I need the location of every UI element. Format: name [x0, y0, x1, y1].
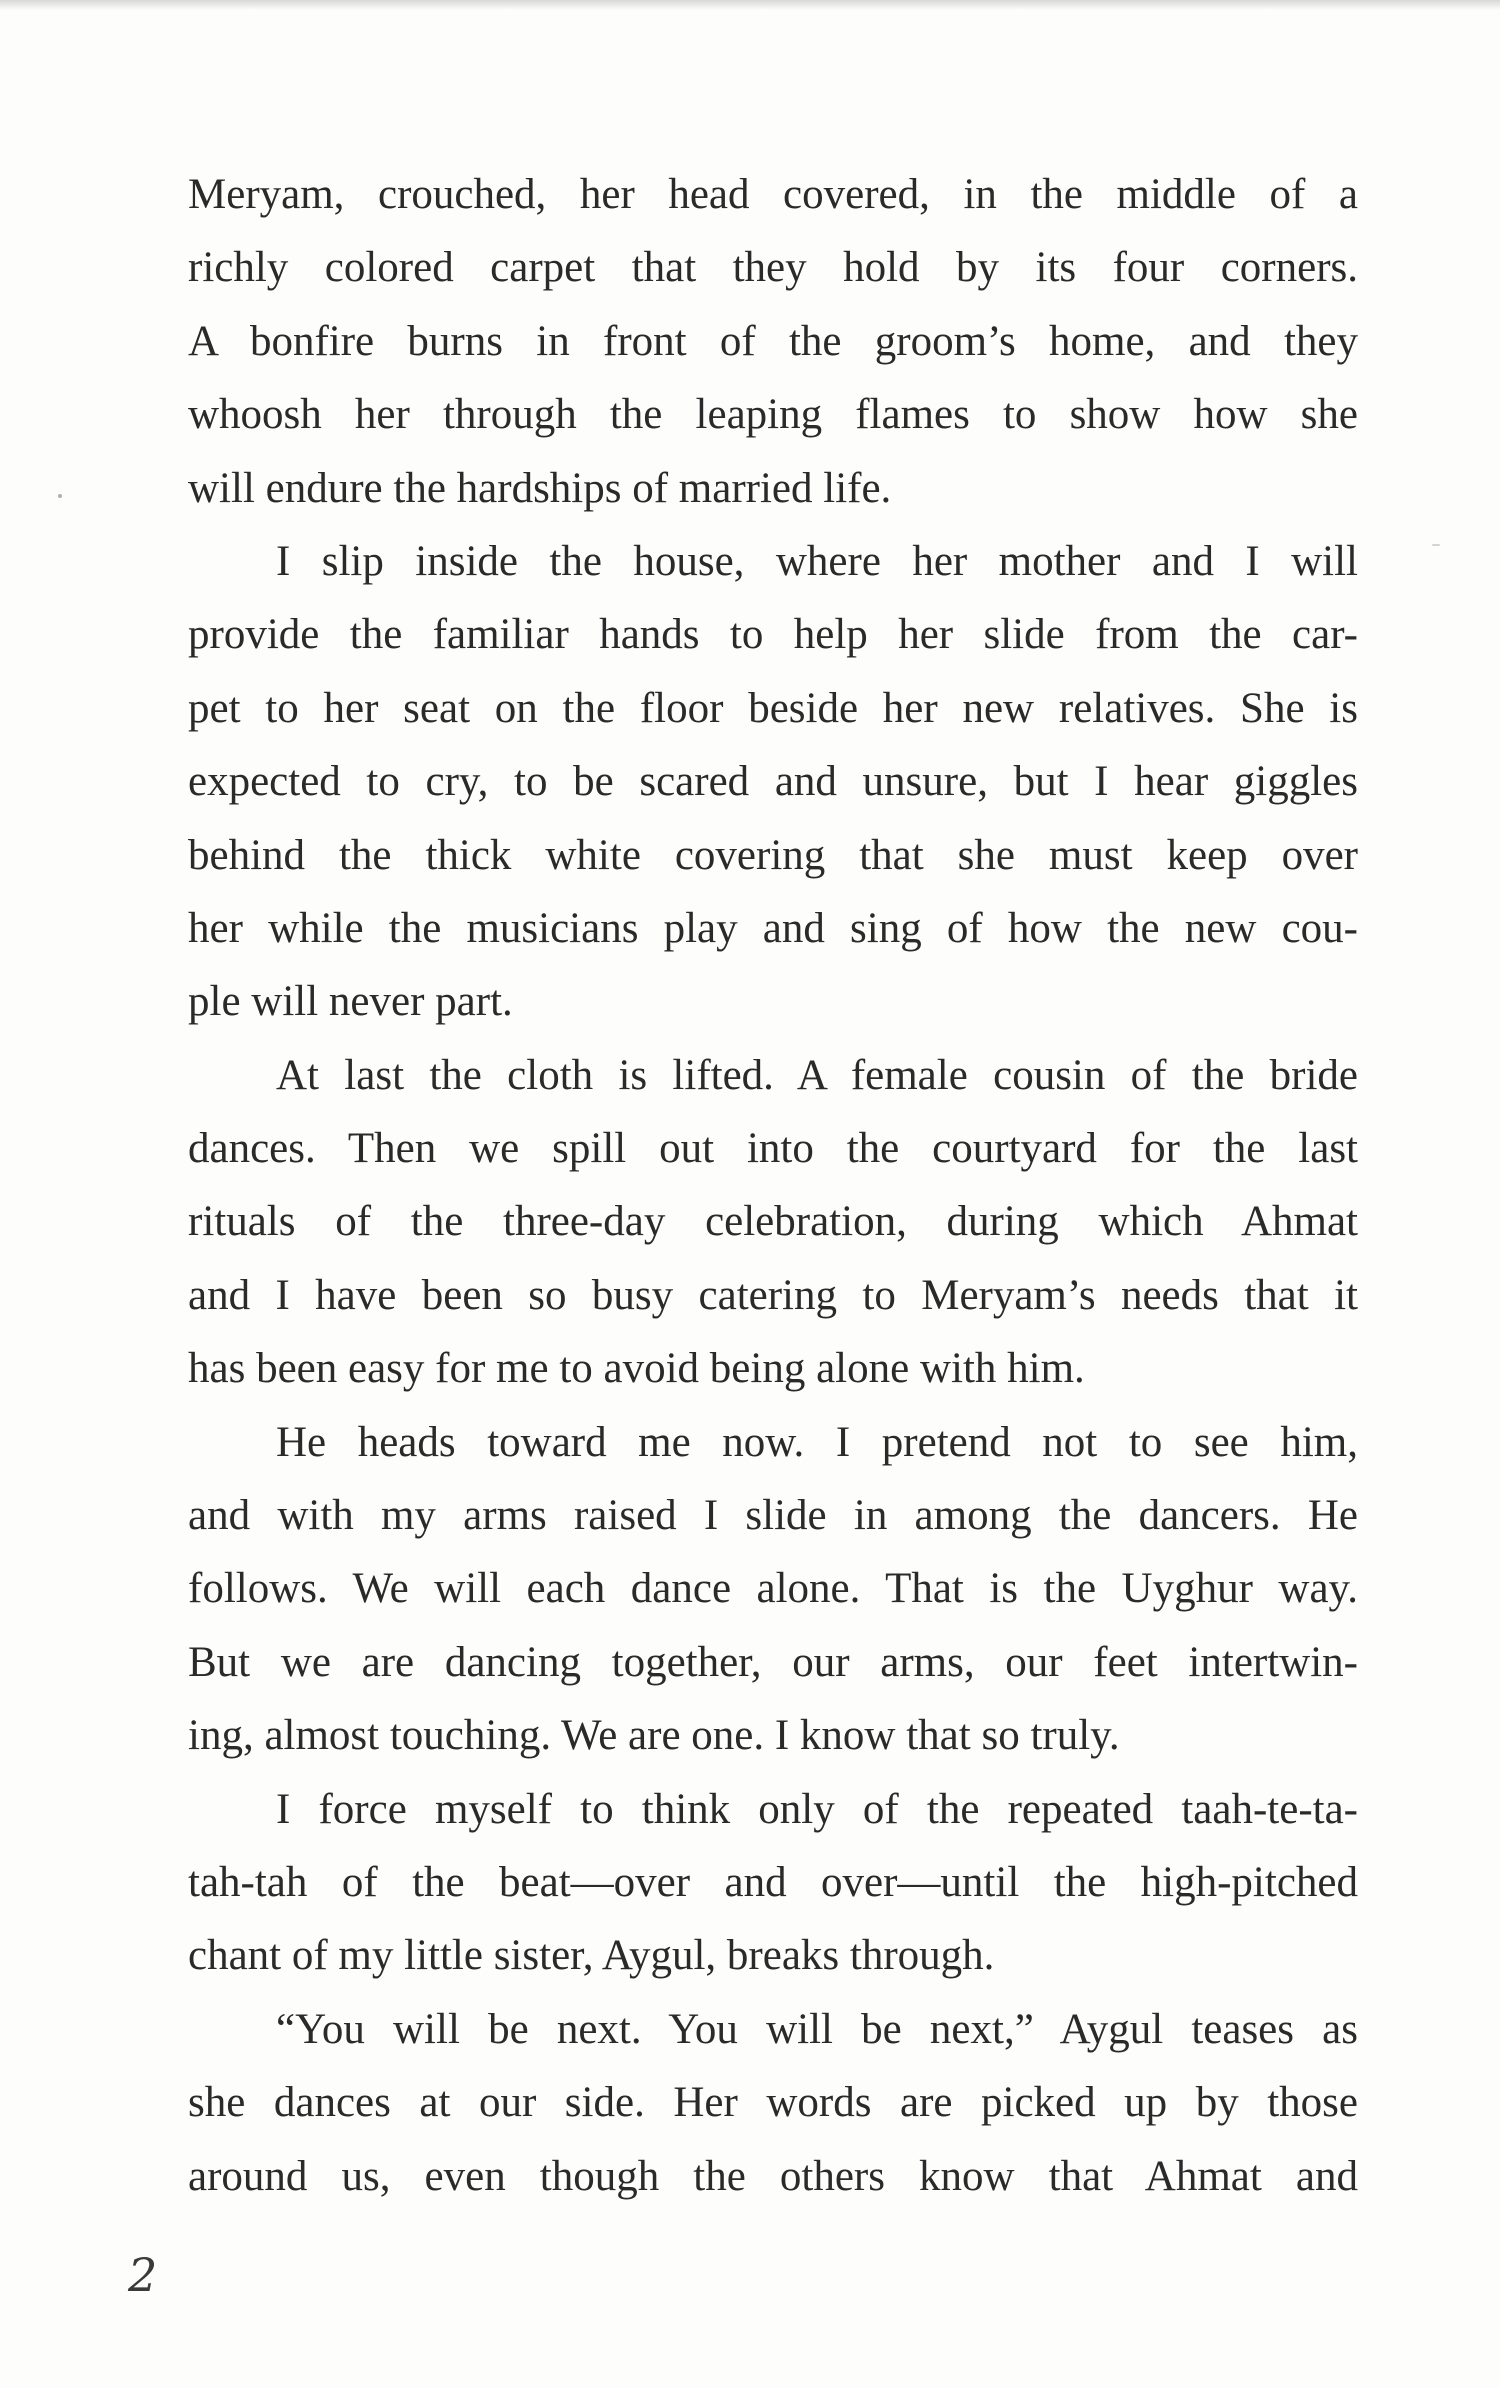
text-line: richly colored carpet that they hold by its four corners. — [188, 244, 1358, 292]
paragraph — [188, 1039, 1358, 1406]
text-line: Meryam, crouched, her head covered, in the middle of a — [188, 171, 1358, 218]
text-line: she dances at our side. Her words are picked up by those — [188, 2079, 1358, 2127]
text-line: At last the cloth is lifted. A female cousin of the bride — [276, 1051, 1358, 1099]
text-line: rituals of the three-day celebration, during which Ahmat — [188, 1198, 1358, 1246]
page-number: 2 — [128, 2248, 158, 2302]
paragraph — [188, 158, 1358, 525]
text-line: has been easy for me to avoid being alone with him. — [188, 1345, 1085, 1393]
text-line: and with my arms raised I slide in among the dancers. He — [188, 1492, 1358, 1540]
text-line: tah-tah of the beat—over and over—until the high-pitched — [188, 1858, 1358, 1906]
text-line: whoosh her through the leaping flames to show how she — [188, 391, 1358, 439]
text-line: ing, almost touching. We are one. I know that so truly. — [188, 1712, 1120, 1760]
paragraph — [188, 525, 1358, 1039]
paragraph — [188, 1993, 1358, 2213]
text-line: But we are dancing together, our arms, our feet intertwin- — [188, 1638, 1358, 1686]
text-line: her while the musicians play and sing of how the new cou- — [188, 904, 1358, 952]
scan-speck — [1432, 544, 1440, 546]
scan-speck — [58, 494, 62, 498]
scan-edge-shadow — [0, 0, 1500, 10]
text-line: chant of my little sister, Aygul, breaks through. — [188, 1932, 995, 1980]
text-line: and I have been so busy catering to Meryam’s needs that it — [188, 1271, 1358, 1319]
text-line: ple will never part. — [188, 978, 513, 1026]
text-line: “You will be next. You will be next,” Aygul teases as — [276, 2005, 1358, 2053]
body-text — [188, 158, 1358, 2213]
text-line: around us, even though the others know that Ahmat and — [188, 2152, 1358, 2200]
text-line: I slip inside the house, where her mother and I will — [276, 537, 1358, 585]
paragraph — [188, 1406, 1358, 1773]
text-line: I force myself to think only of the repeated taah-te-ta- — [276, 1785, 1358, 1833]
text-line: pet to her seat on the floor beside her new relatives. She is — [188, 684, 1358, 732]
text-line: provide the familiar hands to help her slide from the car- — [188, 611, 1358, 659]
text-line: He heads toward me now. I pretend not to see him, — [276, 1418, 1358, 1466]
paragraph — [188, 1773, 1358, 1993]
text-line: dances. Then we spill out into the courtyard for the last — [188, 1125, 1358, 1173]
text-line: expected to cry, to be scared and unsure, but I hear giggles — [188, 758, 1358, 806]
text-line: behind the thick white covering that she must keep over — [188, 831, 1358, 879]
text-line: A bonfire burns in front of the groom’s home, and they — [188, 317, 1358, 365]
text-line: will endure the hardships of married life. — [188, 464, 892, 512]
text-line: follows. We will each dance alone. That is the Uyghur way. — [188, 1565, 1358, 1613]
